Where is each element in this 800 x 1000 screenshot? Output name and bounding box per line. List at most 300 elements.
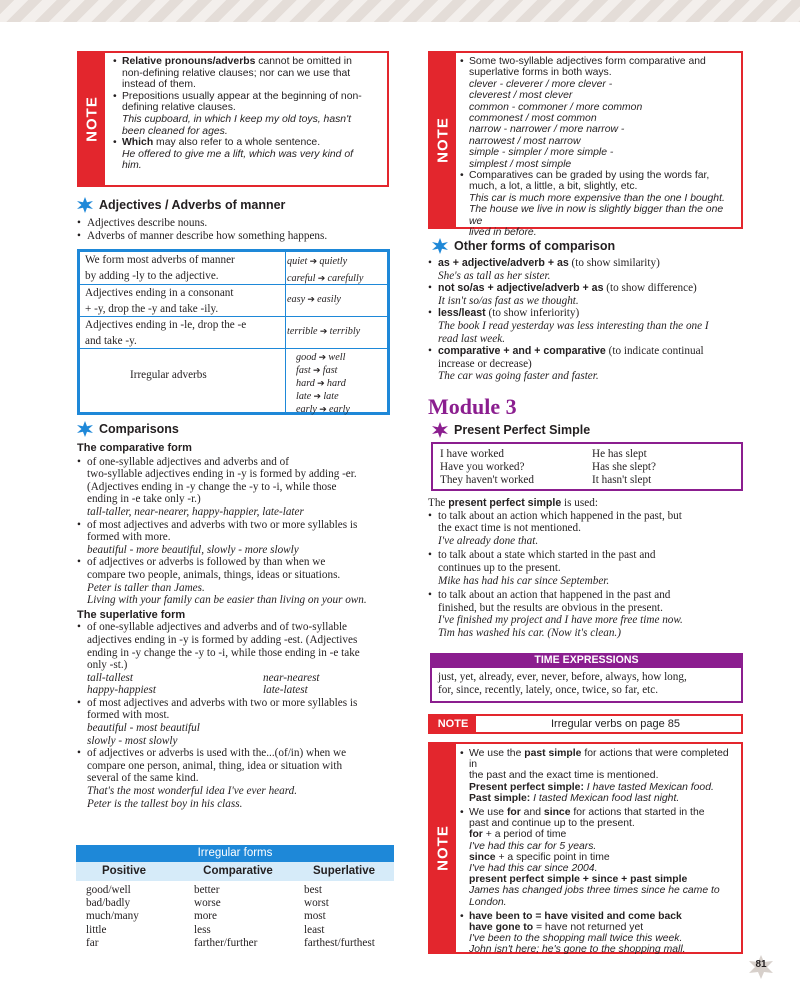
column-header: Positive [101, 865, 147, 877]
comparison-rule: not so/as + adjective/adverb + as [438, 282, 604, 295]
section-title: Comparisons [99, 422, 179, 436]
section-title: Present Perfect Simple [454, 423, 591, 437]
form-right: Has she slept? [592, 461, 657, 473]
note-example: him. [122, 160, 142, 172]
rule-line: of adjectives or adverbs is used with the...(of/in) when we [87, 747, 347, 760]
example-left: happy-happiest [87, 684, 156, 697]
bullet: • [460, 910, 464, 922]
rule-example: beautiful - most beautiful [87, 722, 200, 735]
adjective: quiet [287, 256, 308, 267]
manner-rule [85, 317, 246, 349]
note-fragment: for actions that started in the [570, 807, 705, 819]
rule-item [77, 697, 407, 747]
note-sub-line [469, 885, 737, 907]
bullet: • [77, 229, 81, 242]
rule-example-pair [87, 672, 360, 685]
rule-item [77, 747, 407, 810]
note-text: Comparatives can be graded by using the words far, [469, 170, 710, 182]
adjective: good [296, 352, 317, 363]
use-item [428, 589, 748, 639]
note-sub-text: + a period of time [482, 829, 567, 841]
note-item [113, 56, 383, 91]
note-sub-bold: Present perfect simple: [469, 781, 584, 793]
note-text: simple - simpler / more simple - [469, 147, 614, 159]
note-sub-line [469, 841, 737, 852]
rule-example: tall-taller, near-nearer, happy-happier, late-later [87, 505, 304, 518]
adverb: quietly [319, 256, 348, 267]
table-row [76, 937, 394, 950]
note-sub-bold: since [469, 851, 496, 863]
note-sub-example: I tasted Mexican food last night. [530, 792, 680, 804]
bullet [460, 227, 469, 238]
manner-example [296, 351, 350, 364]
note-fragment: the past and the exact time is mentioned. [469, 770, 659, 782]
arrow-icon: ➔ [310, 365, 323, 375]
comparison-form-text [438, 257, 660, 282]
note-text: common - commoner / more common [469, 101, 643, 113]
manner-example [296, 390, 350, 403]
bullet [460, 147, 469, 158]
page-number-badge [748, 955, 774, 979]
adjective: hard [296, 378, 315, 389]
arrow-icon: ➔ [311, 391, 324, 401]
note-fragment: and [520, 807, 544, 819]
manner-examples [287, 321, 360, 342]
use-example: Mike has had his car since September. [438, 574, 610, 587]
note-line [460, 56, 737, 67]
table-cell: better [194, 884, 220, 896]
table-cell: most [304, 910, 326, 923]
irregular-forms-header [76, 862, 394, 881]
bullet: • [77, 217, 81, 229]
note-body [460, 56, 737, 239]
note-block-text [469, 807, 737, 908]
star-icon [77, 421, 93, 437]
manner-rule-line: + -y, drop the -y and take -ily. [85, 303, 219, 315]
form-row [440, 461, 741, 474]
note-fragment: past simple [524, 748, 582, 759]
bullet: • [77, 747, 81, 760]
table-cell: far [86, 936, 99, 949]
note-sub-line [469, 933, 686, 944]
adjectives-bullets [77, 217, 397, 242]
irregular-forms-rows [76, 884, 394, 950]
note-sub-line [469, 944, 686, 955]
manner-row [80, 317, 387, 349]
arrow-icon: ➔ [314, 378, 327, 388]
note-text: much, a lot, a little, a bit, slightly, etc. [469, 181, 638, 193]
table-cell: least [304, 923, 325, 936]
rule-line: formed with most. [87, 709, 170, 722]
use-line: continues up to the present. [438, 561, 561, 574]
note-text: narrowest / most narrow [469, 135, 581, 147]
manner-example [296, 364, 350, 377]
manner-rule-line: and take -y. [85, 335, 137, 347]
bullet [460, 193, 469, 204]
manner-row [80, 285, 387, 317]
note-line [460, 204, 737, 227]
irregular-forms-title: Irregular forms [76, 845, 394, 862]
rule-example: Peter is taller than James. [87, 581, 205, 594]
adverb: late [323, 391, 339, 402]
top-decorative-border [0, 0, 800, 22]
rule-line: adjectives ending in -y is formed by adding -est. (Adjectives [87, 633, 358, 646]
note-sub-example: I've had this car for 5 years. [469, 840, 597, 852]
irregular-verbs-note [428, 714, 743, 734]
rule-text [87, 747, 346, 810]
bullet [460, 159, 469, 170]
manner-example [287, 253, 363, 270]
bold-term: Which [122, 137, 154, 149]
manner-example [287, 289, 341, 310]
star-icon [77, 197, 93, 213]
column-header: Superlative [313, 865, 375, 877]
form-row [440, 448, 741, 461]
rule-line: ending in -e take only -r.) [87, 493, 201, 506]
example-right: near-nearest [263, 671, 320, 684]
note-sub-line [469, 852, 737, 863]
note-text: cleverest / most clever [469, 90, 573, 102]
table-cell: more [194, 910, 217, 923]
note-sub-bold: Past simple: [469, 792, 531, 804]
manner-examples [287, 253, 363, 287]
comparison-form-item [428, 307, 748, 345]
note-item-line [122, 137, 353, 149]
table-row [76, 897, 394, 910]
rule-item [77, 519, 407, 557]
note-box-two-syllable-adjectives [428, 51, 743, 239]
rule-item [77, 556, 407, 606]
note-item-text [122, 137, 353, 172]
note-sub-bold: have gone to [469, 922, 534, 934]
note-block [460, 807, 737, 908]
use-example: I've already done that. [438, 534, 539, 547]
table-row [76, 884, 394, 897]
table-row [76, 910, 394, 923]
irregular-verbs-reference: Irregular verbs on page 85 [550, 718, 681, 730]
table-cell: farther/further [194, 936, 258, 949]
rule-text [87, 556, 367, 606]
adverb: carefully [327, 273, 364, 284]
note-fragment: We use [469, 807, 507, 819]
rule-example: slowly - most slowly [87, 734, 178, 747]
adverb: hard [326, 378, 346, 389]
note-example: been cleaned for ages. [122, 125, 228, 137]
note-label: NOTE [434, 825, 452, 871]
note-sub-example: John isn't here; he's gone to the shopping mall. [469, 944, 686, 956]
note-line [469, 818, 737, 829]
rule-example: Peter is the tallest boy in his class. [87, 797, 243, 810]
comparison-note: (to indicate continual [605, 345, 704, 358]
rule-line: only -st.) [87, 659, 128, 672]
comparison-form-text [438, 307, 709, 345]
note-box-past-simple [428, 742, 743, 954]
note-fragment: past and continue up to the present. [469, 818, 635, 830]
adjective: easy [287, 294, 306, 305]
arrow-icon: ➔ [315, 273, 328, 283]
bullet: • [460, 748, 464, 759]
note-line [460, 136, 737, 147]
comparison-rule-line [438, 345, 704, 358]
note-line [460, 227, 737, 238]
note-text: narrow - narrower / more narrow - [469, 124, 625, 136]
use-text [438, 549, 655, 587]
rule-line: of most adjectives and adverbs with two or more syllables is [87, 696, 358, 709]
example-left: tall-tallest [87, 671, 133, 684]
rule-item [77, 456, 407, 519]
note-line [460, 170, 737, 181]
adjectives-adverbs-heading [77, 197, 285, 213]
superlative-form-title: The superlative form [77, 608, 186, 621]
note-text: lived in before. [469, 227, 537, 239]
present-perfect-uses [428, 497, 748, 640]
note-fragment: since [543, 807, 571, 819]
rule-line: (Adjectives ending in -y change the -y to -i, while those [87, 480, 337, 493]
example-right: late-latest [263, 684, 308, 697]
note-sub-example: James has changed jobs three times since he came to London. [469, 885, 720, 908]
note-sub-line [469, 793, 737, 804]
bullet [460, 90, 469, 101]
table-cell: farthest/furthest [304, 936, 375, 949]
intro-post: is used: [561, 497, 598, 509]
use-item [428, 510, 748, 548]
note-line [460, 181, 737, 192]
note-text: clever - cleverer / more clever - [469, 78, 613, 90]
note-item-line [122, 91, 362, 103]
note-fragment: We use the [469, 748, 525, 759]
rule-example: beautiful - more beautiful, slowly - more slowly [87, 543, 299, 556]
rule-line: of one-syllable adjectives and adverbs and of [87, 455, 289, 468]
rule-text [87, 519, 357, 557]
note-sub-line [469, 782, 737, 793]
adjective: careful [287, 273, 316, 284]
comparison-form-text [438, 282, 697, 307]
bullet: • [460, 807, 464, 819]
comparison-form-item [428, 257, 748, 282]
manner-rule-line: We form most adverbs of manner [85, 254, 235, 266]
manner-rule [130, 367, 207, 383]
bullet: • [428, 509, 432, 522]
note-sub-text: + a specific point in time [495, 851, 610, 863]
note-item-text [122, 56, 352, 91]
time-expressions-title: TIME EXPRESSIONS [430, 653, 743, 668]
note-sub-example: I have tasted Mexican food. [583, 781, 714, 793]
rule-text [87, 456, 357, 519]
arrow-icon: ➔ [305, 294, 318, 304]
note-body [460, 748, 737, 956]
bullet: • [460, 170, 464, 182]
form-left: They haven't worked [440, 474, 534, 486]
comparison-form-text [438, 345, 704, 383]
comparison-note: (to show inferiority) [485, 307, 580, 320]
note-fragment: for actions that were completed in [469, 748, 729, 771]
note-text: This car is much more expensive than the one I bought. [469, 192, 725, 204]
note-line [469, 807, 737, 818]
arrow-icon: ➔ [307, 256, 320, 266]
use-line: the exact time is not mentioned. [438, 522, 581, 535]
adjective: early [296, 404, 317, 415]
bullet: • [460, 56, 464, 67]
bullet: • [428, 282, 432, 295]
rule-line: compare one person, animal, thing, idea or situation with [87, 759, 343, 772]
manner-example [296, 403, 350, 416]
note-block-text [469, 748, 737, 804]
table-cell: less [194, 923, 211, 936]
note-block [460, 748, 737, 804]
bullet [460, 79, 469, 90]
comparison-rule-line [438, 282, 697, 295]
manner-example [296, 377, 350, 390]
form-left: Have you worked? [440, 461, 525, 473]
comparison-example: read last week. [438, 332, 506, 345]
use-line: to talk about an action that happened in the past and [438, 589, 671, 602]
note-text: commonest / most common [469, 113, 597, 125]
rule-line: compare two people, animals, things, ideas or situations. [87, 568, 341, 581]
comparison-rule: less/least [438, 307, 486, 320]
note-tab [79, 53, 105, 185]
note-text: superlative forms in both ways. [469, 67, 612, 79]
adverb: easily [317, 294, 341, 305]
comparison-example: She's as tall as her sister. [438, 269, 551, 282]
note-sub-text: = have not returned yet [533, 922, 644, 934]
bullet-text: Adverbs of manner describe how something happens. [87, 229, 328, 242]
note-label: NOTE [83, 96, 101, 142]
table-cell: much/many [86, 910, 139, 923]
manner-rule [85, 285, 234, 317]
bullet-text: Adjectives describe nouns. [87, 217, 208, 229]
note-line [460, 124, 737, 135]
bullet [460, 136, 469, 147]
note-line [460, 102, 737, 113]
other-forms-heading [432, 238, 615, 254]
table-cell: little [86, 923, 107, 936]
comparisons-body [77, 442, 407, 810]
note-item-line [122, 56, 352, 68]
section-title: Other forms of comparison [454, 239, 616, 253]
manner-rule-line: Adjectives ending in a consonant [85, 287, 234, 299]
form-left: I have worked [440, 448, 504, 460]
comparison-note: (to show similarity) [568, 257, 660, 269]
note-sub-line [469, 922, 686, 933]
comparison-rule: as + adjective/adverb + as [438, 257, 569, 269]
rule-line: of most adjectives and adverbs with two or more syllables is [87, 518, 358, 531]
note-tab [430, 53, 456, 227]
rule-text [87, 621, 360, 697]
use-text [438, 589, 683, 639]
note-line [469, 770, 737, 781]
use-example: Tim has washed his car. (Now it's clean.) [438, 626, 621, 639]
bullet-item [77, 217, 397, 230]
module-title: Module 3 [428, 394, 517, 419]
adjective: late [296, 391, 312, 402]
rule-text [87, 697, 357, 747]
rule-line: of adjectives or adverbs is followed by than when we [87, 556, 326, 569]
bold-term: Relative pronouns/adverbs [122, 56, 256, 67]
use-example: I've finished my project and I have more free time now. [438, 614, 683, 627]
comparison-note: (to show difference) [603, 282, 697, 295]
note-sub-line [469, 863, 737, 874]
irregular-forms-table [76, 845, 394, 955]
note-line [460, 147, 737, 158]
bullet: • [428, 345, 432, 358]
bullet: • [77, 518, 81, 531]
bullet [460, 113, 469, 124]
manner-example [287, 321, 360, 342]
rule-line: of one-syllable adjectives and adverbs and of two-syllable [87, 621, 348, 634]
manner-rule-line: Adjectives ending in -le, drop the -e [85, 319, 247, 331]
note-fragment: = have visited and come back [532, 910, 682, 922]
star-icon [432, 238, 448, 254]
note-item-text [122, 91, 362, 137]
time-expressions-line: just, yet, already, ever, never, before, always, how long, [438, 671, 687, 683]
bullet [460, 181, 469, 192]
note-text: simplest / most simple [469, 158, 572, 170]
star-icon [432, 422, 448, 438]
bullet: • [428, 307, 432, 320]
table-cell: best [304, 884, 323, 896]
intro-bold: present perfect simple [448, 497, 562, 509]
note-fragment: have been to [469, 910, 533, 922]
table-cell: good/well [86, 884, 131, 896]
manner-row [80, 252, 387, 285]
time-expressions-box [430, 668, 743, 703]
adverb: early [328, 404, 350, 415]
uses-intro [428, 497, 748, 510]
note-label: NOTE [434, 117, 452, 163]
note-line [460, 79, 737, 90]
note-tab [430, 744, 456, 952]
note-sub-bold: for [469, 829, 483, 841]
comparison-example: It isn't so/as fast as we thought. [438, 294, 579, 307]
table-cell: bad/badly [86, 897, 131, 910]
manner-examples [287, 289, 341, 310]
bullet [460, 67, 469, 78]
bullet: • [428, 549, 432, 562]
bullet: • [77, 455, 81, 468]
rule-line: two-syllable adjectives ending in -y is formed by adding -er. [87, 468, 357, 481]
note-item-line: instead of them. [122, 79, 196, 91]
note-line [469, 911, 686, 922]
comparison-rule: comparative + and + comparative [438, 345, 606, 358]
comparison-example: The book I read yesterday was less interesting than the one I [438, 319, 709, 332]
note-text: cannot be omitted in [255, 56, 352, 67]
adverb: fast [322, 365, 338, 376]
table-cell: worst [304, 897, 329, 910]
use-line: finished, but the results are obvious in the present. [438, 601, 663, 614]
rule-line: several of the same kind. [87, 772, 199, 785]
bullet: • [113, 56, 117, 67]
table-cell: worse [194, 897, 221, 910]
note-text: The house we live in now is slightly bigger than the one we [469, 204, 724, 227]
note-item-line: non-defining relative clauses; nor can we use that [122, 67, 351, 79]
note-line [460, 113, 737, 124]
note-sub-example: I've been to the shopping mall twice this week. [469, 933, 683, 945]
note-line [460, 193, 737, 204]
rule-example-pair [87, 684, 360, 697]
bullet [460, 124, 469, 135]
section-title: Adjectives / Adverbs of manner [99, 198, 286, 212]
manner-rule-line: Irregular adverbs [130, 369, 207, 381]
adverbs-of-manner-table [77, 249, 390, 415]
bullet: • [428, 257, 432, 269]
bullet-item [77, 230, 397, 243]
comparison-rule-line [438, 307, 709, 320]
note-line [469, 748, 737, 770]
form-row [440, 474, 741, 487]
note-item [113, 137, 383, 172]
bullet: • [77, 556, 81, 569]
note-item [113, 91, 383, 137]
